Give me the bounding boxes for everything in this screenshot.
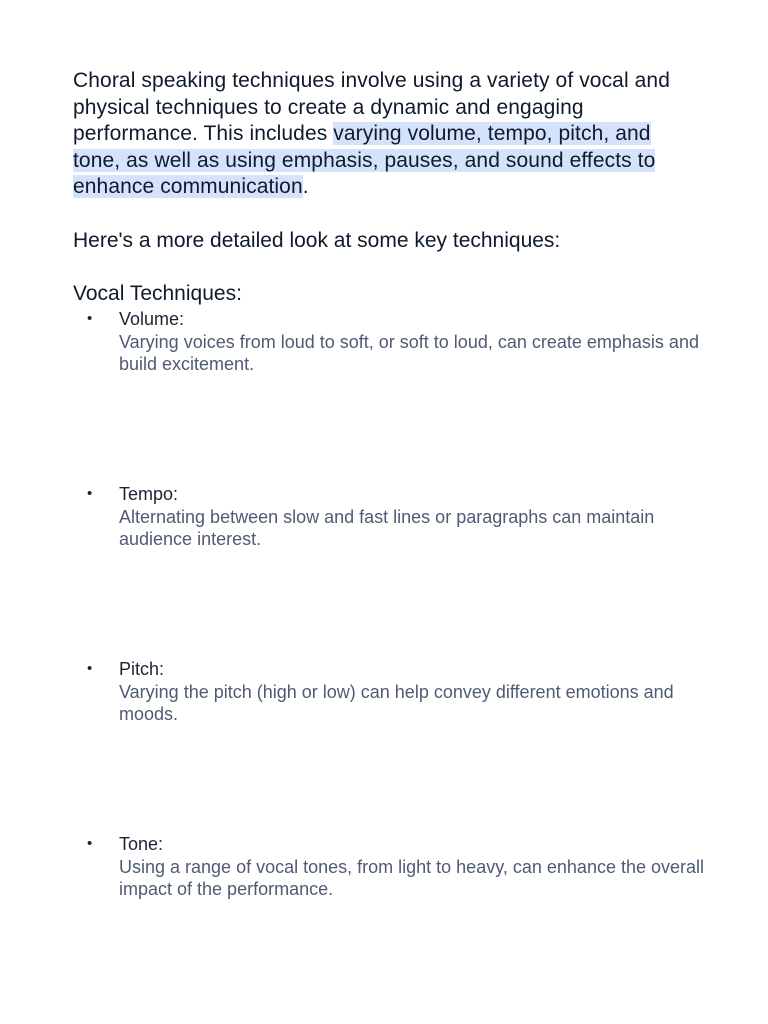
technique-description: Varying the pitch (high or low) can help convey different emotions and moods.	[119, 681, 674, 724]
lead-sentence: Here's a more detailed look at some key techniques:	[73, 228, 561, 252]
technique-term: Volume:	[119, 308, 185, 329]
technique-term: Tempo:	[119, 483, 179, 504]
intro-text-end: .	[302, 175, 309, 198]
list-item-tempo	[73, 482, 703, 657]
technique-description: Varying voices from loud to soft, or soft to loud, can create emphasis and build excitement.	[119, 331, 699, 374]
bullet-icon: •	[87, 834, 93, 852]
technique-description: Using a range of vocal tones, from light to heavy, can enhance the overall impact of the performance.	[119, 856, 705, 899]
technique-description: Alternating between slow and fast lines or paragraphs can maintain audience interest.	[119, 506, 655, 549]
bullet-icon: •	[87, 659, 93, 677]
technique-term: Pitch:	[119, 658, 165, 679]
section-heading-vocal-techniques: Vocal Techniques:	[73, 281, 242, 305]
technique-term: Tone:	[119, 833, 164, 854]
selected-text-highlight[interactable]: varying volume, tempo, pitch, and tone, as well as using emphasis, pauses, and sound effects to enhance communication	[73, 122, 656, 198]
bullet-icon: •	[87, 484, 93, 502]
intro-text: Choral speaking techniques involve using a variety of vocal and physical techniques to create a dynamic and engaging performance. This includes	[73, 69, 670, 145]
techniques-list	[73, 307, 703, 1007]
list-item-volume	[73, 307, 703, 482]
document-body	[73, 68, 703, 1007]
bullet-icon: •	[87, 309, 93, 327]
intro-paragraph	[73, 68, 703, 201]
list-item-pitch	[73, 657, 703, 832]
list-item-tone	[73, 832, 703, 1007]
